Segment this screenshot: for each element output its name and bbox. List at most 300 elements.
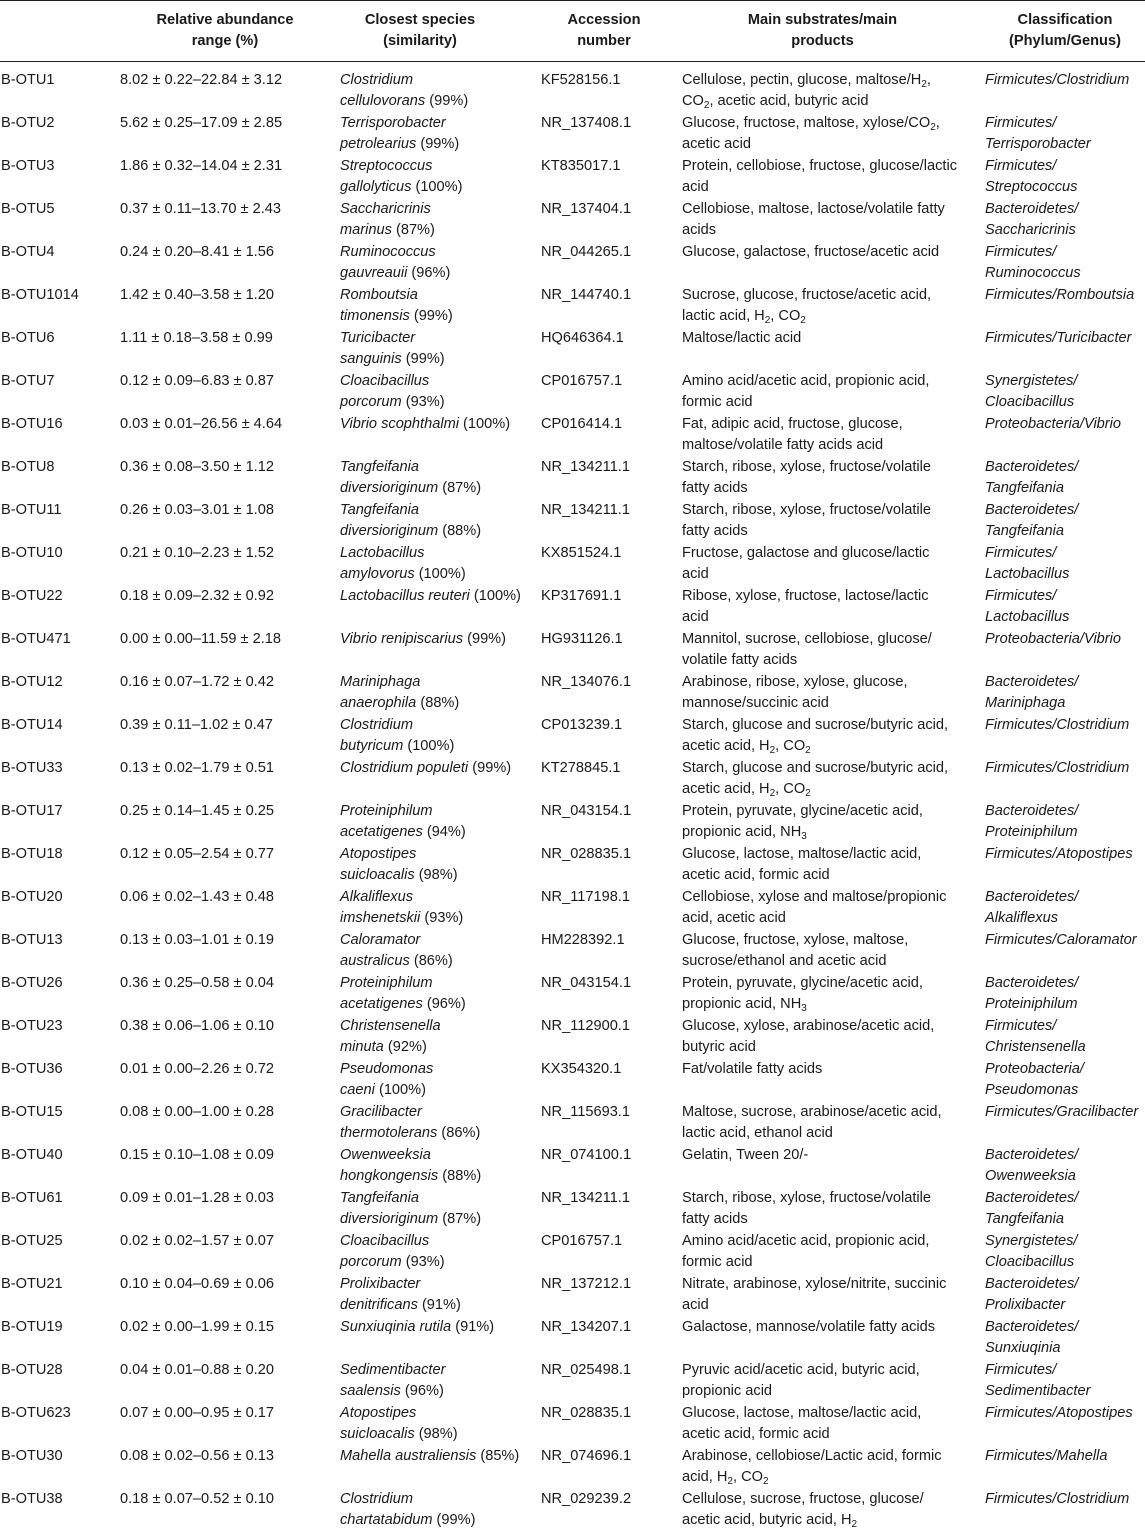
closest-species [340, 242, 450, 284]
substrates-line: Arabinose, ribose, xylose, glucose, [682, 674, 908, 690]
closest-species [340, 715, 454, 757]
otu-id: B-OTU30 [1, 1448, 63, 1464]
species-line: petrolearius (99%) [340, 136, 460, 152]
classification [985, 371, 1077, 413]
classification-line: Proteobacteria/ [985, 1061, 1084, 1077]
species-line: diversioriginum (87%) [340, 1211, 482, 1227]
species-line: caeni (100%) [340, 1082, 426, 1098]
substrates-products [682, 758, 948, 800]
classification-line: Firmicutes/Clostridium [985, 72, 1130, 88]
abundance-range: 0.01 ± 0.00–2.26 ± 0.72 [120, 1061, 274, 1077]
species-line: Tangfeifania [340, 1190, 419, 1206]
species-line: Streptococcus [340, 158, 433, 174]
species-line: Lactobacillus reuteri (100%) [340, 588, 521, 604]
closest-species [340, 1317, 494, 1338]
closest-species [340, 844, 458, 886]
abundance-range: 0.21 ± 0.10–2.23 ± 1.52 [120, 545, 274, 561]
substrates-line: fatty acids [682, 480, 748, 496]
species-line: Saccharicrinis [340, 201, 431, 217]
substrates-line: Amino acid/acetic acid, propionic acid, [682, 1233, 930, 1249]
classification-line: Bacteroidetes/ [985, 502, 1079, 518]
species-line: Tangfeifania [340, 459, 419, 475]
classification [985, 973, 1078, 1015]
abundance-range: 1.11 ± 0.18–3.58 ± 0.99 [120, 330, 273, 346]
classification-line: Lactobacillus [985, 609, 1070, 625]
species-line: sanguinis (99%) [340, 351, 445, 367]
substrates-line: acid [682, 179, 709, 195]
otu-id: B-OTU7 [1, 373, 55, 389]
classification-line: Firmicutes/Gracilibacter [985, 1104, 1139, 1120]
closest-species [340, 1360, 445, 1402]
classification [985, 285, 1134, 306]
similarity: (99%) [436, 1512, 476, 1528]
classification-line: Firmicutes/Clostridium [985, 1491, 1130, 1507]
classification [985, 1274, 1078, 1316]
closest-species [340, 1489, 475, 1531]
species-line: Mahella australiensis (85%) [340, 1448, 520, 1464]
table-row [0, 1274, 1145, 1317]
accession-number: HM228392.1 [541, 932, 625, 948]
classification-line: Bacteroidetes/ [985, 1276, 1079, 1292]
species-line: suicloacalis (98%) [340, 867, 458, 883]
abundance-range: 0.25 ± 0.14–1.45 ± 0.25 [120, 803, 274, 819]
accession-number: CP016414.1 [541, 416, 623, 432]
substrates-line: formic acid [682, 394, 753, 410]
classification-line: Firmicutes/Turicibacter [985, 330, 1132, 346]
substrates-products [682, 887, 946, 929]
substrates-line: Maltose/lactic acid [682, 330, 802, 346]
table-row [0, 328, 1145, 371]
accession-number: NR_134076.1 [541, 674, 632, 690]
substrates-products [682, 1274, 946, 1316]
substrates-line: formic acid [682, 1254, 753, 1270]
closest-species [340, 758, 511, 779]
substrates-products [682, 1446, 942, 1488]
species-line: Mariniphaga [340, 674, 421, 690]
table-row [0, 715, 1145, 758]
similarity: (87%) [442, 1211, 482, 1227]
otu-id: B-OTU16 [1, 416, 63, 432]
similarity: (93%) [424, 910, 464, 926]
otu-id: B-OTU22 [1, 588, 63, 604]
abundance-range: 0.13 ± 0.03–1.01 ± 0.19 [120, 932, 274, 948]
closest-species [340, 457, 481, 499]
substrates-line: propionic acid, $NH_3$ [682, 996, 807, 1014]
abundance-range: 1.86 ± 0.32–14.04 ± 2.31 [120, 158, 283, 174]
substrates-line: Starch, ribose, xylose, fructose/volatile [682, 502, 932, 518]
substrates-products [682, 844, 921, 886]
abundance-range: 0.08 ± 0.02–0.56 ± 0.13 [120, 1448, 274, 1464]
classification-line: Sedimentibacter [985, 1383, 1091, 1399]
species-line: Cloacibacillus [340, 373, 430, 389]
closest-species [340, 930, 453, 972]
substrates-line: acid [682, 566, 709, 582]
classification [985, 586, 1069, 628]
substrates-products [682, 1059, 822, 1080]
table-row [0, 1016, 1145, 1059]
table-row [0, 844, 1145, 887]
accession-number: NR_043154.1 [541, 803, 632, 819]
similarity: (92%) [387, 1039, 427, 1055]
species-line: cellulovorans (99%) [340, 93, 469, 109]
table-row [0, 70, 1145, 113]
species-line: timonensis (99%) [340, 308, 453, 324]
accession-number: NR_115693.1 [541, 1104, 630, 1120]
similarity: (100%) [463, 416, 511, 432]
otu-id: B-OTU36 [1, 1061, 63, 1077]
substrates-products [682, 1102, 942, 1144]
header-line: number [577, 33, 631, 49]
classification [985, 1489, 1129, 1510]
species-line: Clostridium [340, 1491, 413, 1507]
classification-line: Mariniphaga [985, 695, 1066, 711]
substrates-line: Mannitol, sucrose, cellobiose, glucose/ [682, 631, 932, 647]
otu-id: B-OTU18 [1, 846, 63, 862]
classification-line: Firmicutes/Clostridium [985, 717, 1130, 733]
accession-number: NR_134211.1 [541, 1190, 630, 1206]
substrates-line: Protein, pyruvate, glycine/acetic acid, [682, 803, 923, 819]
substrates-line: Protein, cellobiose, fructose, glucose/lactic [682, 158, 957, 174]
header-line: Main substrates/main [747, 12, 898, 28]
classification-line: Firmicutes/Romboutsia [985, 287, 1135, 303]
species-line: suicloacalis (98%) [340, 1426, 458, 1442]
table-row [0, 1145, 1145, 1188]
classification-line: Sunxiuqinia [985, 1340, 1061, 1356]
table-row [0, 1317, 1145, 1360]
accession-number: NR_028835.1 [541, 846, 632, 862]
classification [985, 457, 1078, 499]
classification-line: Tangfeifania [985, 523, 1064, 539]
classification-line: Ruminococcus [985, 265, 1081, 281]
classification-line: Lactobacillus [985, 566, 1070, 582]
species-line: porcorum (93%) [340, 394, 445, 410]
substrates-line: lactic acid, ethanol acid [682, 1125, 833, 1141]
accession-number: KX354320.1 [541, 1061, 622, 1077]
abundance-range: 0.18 ± 0.07–0.52 ± 0.10 [120, 1491, 274, 1507]
similarity: (99%) [413, 308, 453, 324]
classification-line: Cloacibacillus [985, 394, 1075, 410]
species-line: marinus (87%) [340, 222, 435, 238]
similarity: (94%) [426, 824, 466, 840]
closest-species [340, 672, 459, 714]
substrates-products [682, 500, 931, 542]
species-line: Alkaliflexus [340, 889, 413, 905]
otu-id: B-OTU623 [1, 1405, 71, 1421]
classification-line: Bacteroidetes/ [985, 674, 1079, 690]
table-row [0, 758, 1145, 801]
substrates-products [682, 199, 945, 241]
species-line: Lactobacillus [340, 545, 425, 561]
header-line: products [791, 33, 854, 49]
abundance-range: 0.00 ± 0.00–11.59 ± 2.18 [120, 631, 282, 647]
abundance-range: 0.18 ± 0.09–2.32 ± 0.92 [120, 588, 274, 604]
substrates-line: Glucose, fructose, maltose, xylose/$CO_2$, [682, 115, 940, 133]
closest-species [340, 500, 481, 542]
substrates-line: volatile fatty acids [682, 652, 798, 668]
classification-line: Firmicutes/Caloramator [985, 932, 1137, 948]
substrates-line: lactic acid, $H_2$, $CO_2$ [682, 308, 806, 326]
classification-line: Synergistetes/ [985, 373, 1078, 389]
accession-number: KT278845.1 [541, 760, 621, 776]
accession-number: CP016757.1 [541, 373, 623, 389]
substrates-line: Protein, pyruvate, glycine/acetic acid, [682, 975, 923, 991]
closest-species [340, 1274, 461, 1316]
closest-species [340, 1102, 480, 1144]
classification-line: Bacteroidetes/ [985, 1319, 1079, 1335]
classification [985, 500, 1078, 542]
accession-number: NR_112900.1 [541, 1018, 630, 1034]
substrates-products [682, 457, 931, 499]
table-row [0, 1231, 1145, 1274]
header-line: range (%) [191, 33, 259, 49]
classification-line: Bacteroidetes/ [985, 803, 1079, 819]
table-row [0, 500, 1145, 543]
classification [985, 715, 1129, 736]
abundance-range: 0.37 ± 0.11–13.70 ± 2.43 [120, 201, 282, 217]
accession-number: KF528156.1 [541, 72, 621, 88]
closest-species [340, 199, 435, 241]
substrates-line: Fat/volatile fatty acids [682, 1061, 823, 1077]
species-line: diversioriginum (87%) [340, 480, 482, 496]
substrates-line: acetic acid, butyric acid, $H_2$ [682, 1512, 858, 1530]
table-row [0, 414, 1145, 457]
substrates-products [682, 113, 940, 155]
otu-id: B-OTU15 [1, 1104, 63, 1120]
abundance-range: 0.26 ± 0.03–3.01 ± 1.08 [120, 502, 274, 518]
substrates-products [682, 715, 948, 757]
table-row [0, 629, 1145, 672]
closest-species [340, 1231, 445, 1273]
closest-species [340, 1403, 458, 1445]
accession-number: NR_074100.1 [541, 1147, 632, 1163]
classification [985, 844, 1133, 865]
classification-line: Bacteroidetes/ [985, 975, 1079, 991]
accession-number: KP317691.1 [541, 588, 622, 604]
classification-line: Bacteroidetes/ [985, 1190, 1079, 1206]
species-line: australicus (86%) [340, 953, 453, 969]
substrates-products [682, 973, 923, 1015]
accession-number: NR_029239.2 [541, 1491, 632, 1507]
otu-id: B-OTU2 [1, 115, 55, 131]
species-line: minuta (92%) [340, 1039, 427, 1055]
substrates-line: $CO_2$, acetic acid, butyric acid [682, 93, 869, 111]
table-row [0, 887, 1145, 930]
classification [985, 629, 1121, 650]
closest-species [340, 1016, 441, 1058]
species-line: Clostridium [340, 72, 413, 88]
otu-id: B-OTU4 [1, 244, 55, 260]
closest-species [340, 70, 468, 112]
similarity: (96%) [404, 1383, 444, 1399]
classification-line: Tangfeifania [985, 480, 1064, 496]
substrates-line: Gelatin, Tween 20/- [682, 1147, 809, 1163]
similarity: (88%) [442, 523, 482, 539]
classification-line: Firmicutes/ [985, 588, 1057, 604]
classification-line: Firmicutes/ [985, 1362, 1057, 1378]
similarity: (100%) [378, 1082, 426, 1098]
species-line: denitrificans (91%) [340, 1297, 461, 1313]
similarity: (86%) [413, 953, 453, 969]
classification-line: Proteiniphilum [985, 996, 1078, 1012]
table-row [0, 1102, 1145, 1145]
closest-species [340, 156, 463, 198]
classification [985, 70, 1129, 91]
header-accession-number [545, 10, 663, 52]
species-line: Caloramator [340, 932, 421, 948]
similarity: (91%) [455, 1319, 495, 1335]
classification-line: Bacteroidetes/ [985, 1147, 1079, 1163]
substrates-products [682, 1188, 931, 1230]
substrates-products [682, 328, 801, 349]
classification [985, 672, 1078, 714]
header-line: Closest species [364, 12, 476, 28]
species-line: saalensis (96%) [340, 1383, 444, 1399]
closest-species [340, 1188, 481, 1230]
substrates-line: fatty acids [682, 1211, 748, 1227]
classification [985, 1059, 1084, 1101]
classification [985, 113, 1091, 155]
substrates-line: Amino acid/acetic acid, propionic acid, [682, 373, 930, 389]
substrates-line: mannose/succinic acid [682, 695, 829, 711]
species-line: acetatigenes (94%) [340, 824, 466, 840]
abundance-range: 0.09 ± 0.01–1.28 ± 0.03 [120, 1190, 274, 1206]
abundance-range: 1.42 ± 0.40–3.58 ± 1.20 [120, 287, 274, 303]
accession-number: NR_117198.1 [541, 889, 630, 905]
classification-line: Proteobacteria/Vibrio [985, 631, 1122, 647]
accession-number: NR_043154.1 [541, 975, 632, 991]
otu-id: B-OTU14 [1, 717, 63, 733]
similarity: (100%) [418, 566, 466, 582]
otu-id: B-OTU26 [1, 975, 63, 991]
classification-line: Bacteroidetes/ [985, 459, 1079, 475]
closest-species [340, 285, 453, 327]
species-line: Clostridium [340, 717, 413, 733]
otu-id: B-OTU11 [1, 502, 62, 518]
header-line: Accession [567, 12, 641, 28]
substrates-line: Cellobiose, maltose, lactose/volatile fatty [682, 201, 945, 217]
table-row [0, 801, 1145, 844]
abundance-range: 5.62 ± 0.25–17.09 ± 2.85 [120, 115, 283, 131]
classification [985, 1403, 1133, 1424]
species-line: Turicibacter [340, 330, 416, 346]
substrates-line: fatty acids [682, 523, 748, 539]
substrates-products [682, 1360, 920, 1402]
abundance-range: 0.02 ± 0.02–1.57 ± 0.07 [120, 1233, 274, 1249]
closest-species [340, 586, 521, 607]
substrates-line: butyric acid [682, 1039, 756, 1055]
species-line: Terrisporobacter [340, 115, 446, 131]
classification [985, 1145, 1078, 1187]
classification [985, 758, 1129, 779]
species-line: diversioriginum (88%) [340, 523, 482, 539]
species-line: Tangfeifania [340, 502, 419, 518]
classification [985, 887, 1078, 929]
otu-id: B-OTU3 [1, 158, 55, 174]
classification [985, 1446, 1107, 1467]
substrates-products [682, 285, 931, 327]
substrates-products [682, 1403, 921, 1445]
substrates-line: Starch, glucose and sucrose/butyric acid, [682, 760, 949, 776]
accession-number: NR_137404.1 [541, 201, 632, 217]
table-row [0, 672, 1145, 715]
species-line: Gracilibacter [340, 1104, 422, 1120]
header-line: (Phylum/Genus) [1009, 33, 1121, 49]
similarity: (99%) [467, 631, 507, 647]
abundance-range: 0.04 ± 0.01–0.88 ± 0.20 [120, 1362, 274, 1378]
classification-line: Bacteroidetes/ [985, 201, 1079, 217]
classification-line: Saccharicrinis [985, 222, 1076, 238]
substrates-line: Cellulose, sucrose, fructose, glucose/ [682, 1491, 924, 1507]
table-row [0, 1489, 1145, 1532]
substrates-line: sucrose/ethanol and acetic acid [682, 953, 887, 969]
table-row [0, 1446, 1145, 1489]
abundance-range: 0.24 ± 0.20–8.41 ± 1.56 [120, 244, 274, 260]
species-line: Vibrio renipiscarius (99%) [340, 631, 507, 647]
similarity: (93%) [405, 394, 445, 410]
substrates-line: Starch, glucose and sucrose/butyric acid, [682, 717, 949, 733]
classification-line: Firmicutes/ [985, 1018, 1057, 1034]
top-rule [0, 0, 1145, 1]
abundance-range: 0.06 ± 0.02–1.43 ± 0.48 [120, 889, 274, 905]
closest-species [340, 801, 466, 843]
closest-species [340, 887, 463, 929]
substrates-line: Pyruvic acid/acetic acid, butyric acid, [682, 1362, 920, 1378]
classification-line: Prolixibacter [985, 1297, 1066, 1313]
abundance-range: 0.02 ± 0.00–1.99 ± 0.15 [120, 1319, 274, 1335]
species-line: Sedimentibacter [340, 1362, 446, 1378]
classification-line: Tangfeifania [985, 1211, 1064, 1227]
otu-id: B-OTU471 [1, 631, 71, 647]
similarity: (99%) [429, 93, 469, 109]
substrates-line: Starch, ribose, xylose, fructose/volatile [682, 1190, 932, 1206]
accession-number: NR_137408.1 [541, 115, 632, 131]
classification [985, 414, 1121, 435]
header-rule [0, 61, 1145, 62]
abundance-range: 0.38 ± 0.06–1.06 ± 0.10 [120, 1018, 274, 1034]
substrates-line: acid, $H_2$, $CO_2$ [682, 1469, 769, 1487]
species-line: Owenweeksia [340, 1147, 431, 1163]
species-line: butyricum (100%) [340, 738, 455, 754]
header-line: Classification [1017, 12, 1113, 28]
species-line: thermotolerans (86%) [340, 1125, 481, 1141]
abundance-range: 8.02 ± 0.22–22.84 ± 3.12 [120, 72, 283, 88]
table-row [0, 457, 1145, 500]
substrates-products [682, 672, 908, 714]
closest-species [340, 414, 510, 435]
substrates-line: Cellulose, pectin, glucose, maltose/$H_2$, [682, 72, 931, 90]
substrates-products [682, 1489, 924, 1531]
classification-line: Firmicutes/Atopostipes [985, 1405, 1133, 1421]
substrates-line: acetic acid, formic acid [682, 867, 830, 883]
species-line: chartatabidum (99%) [340, 1512, 476, 1528]
substrates-products [682, 1317, 935, 1338]
substrates-line: Nitrate, arabinose, xylose/nitrite, succinic [682, 1276, 947, 1292]
classification-line: Synergistetes/ [985, 1233, 1078, 1249]
classification-line: Firmicutes/ [985, 545, 1057, 561]
table-row [0, 113, 1145, 156]
similarity: (87%) [442, 480, 482, 496]
accession-number: NR_044265.1 [541, 244, 632, 260]
accession-number: NR_028835.1 [541, 1405, 632, 1421]
species-line: hongkongensis (88%) [340, 1168, 482, 1184]
classification-line: Firmicutes/ [985, 158, 1057, 174]
otu-id: B-OTU38 [1, 1491, 63, 1507]
classification-line: Proteiniphilum [985, 824, 1078, 840]
substrates-line: acid [682, 609, 709, 625]
substrates-line: acid [682, 1297, 709, 1313]
otu-id: B-OTU5 [1, 201, 55, 217]
accession-number: HG931126.1 [541, 631, 623, 647]
